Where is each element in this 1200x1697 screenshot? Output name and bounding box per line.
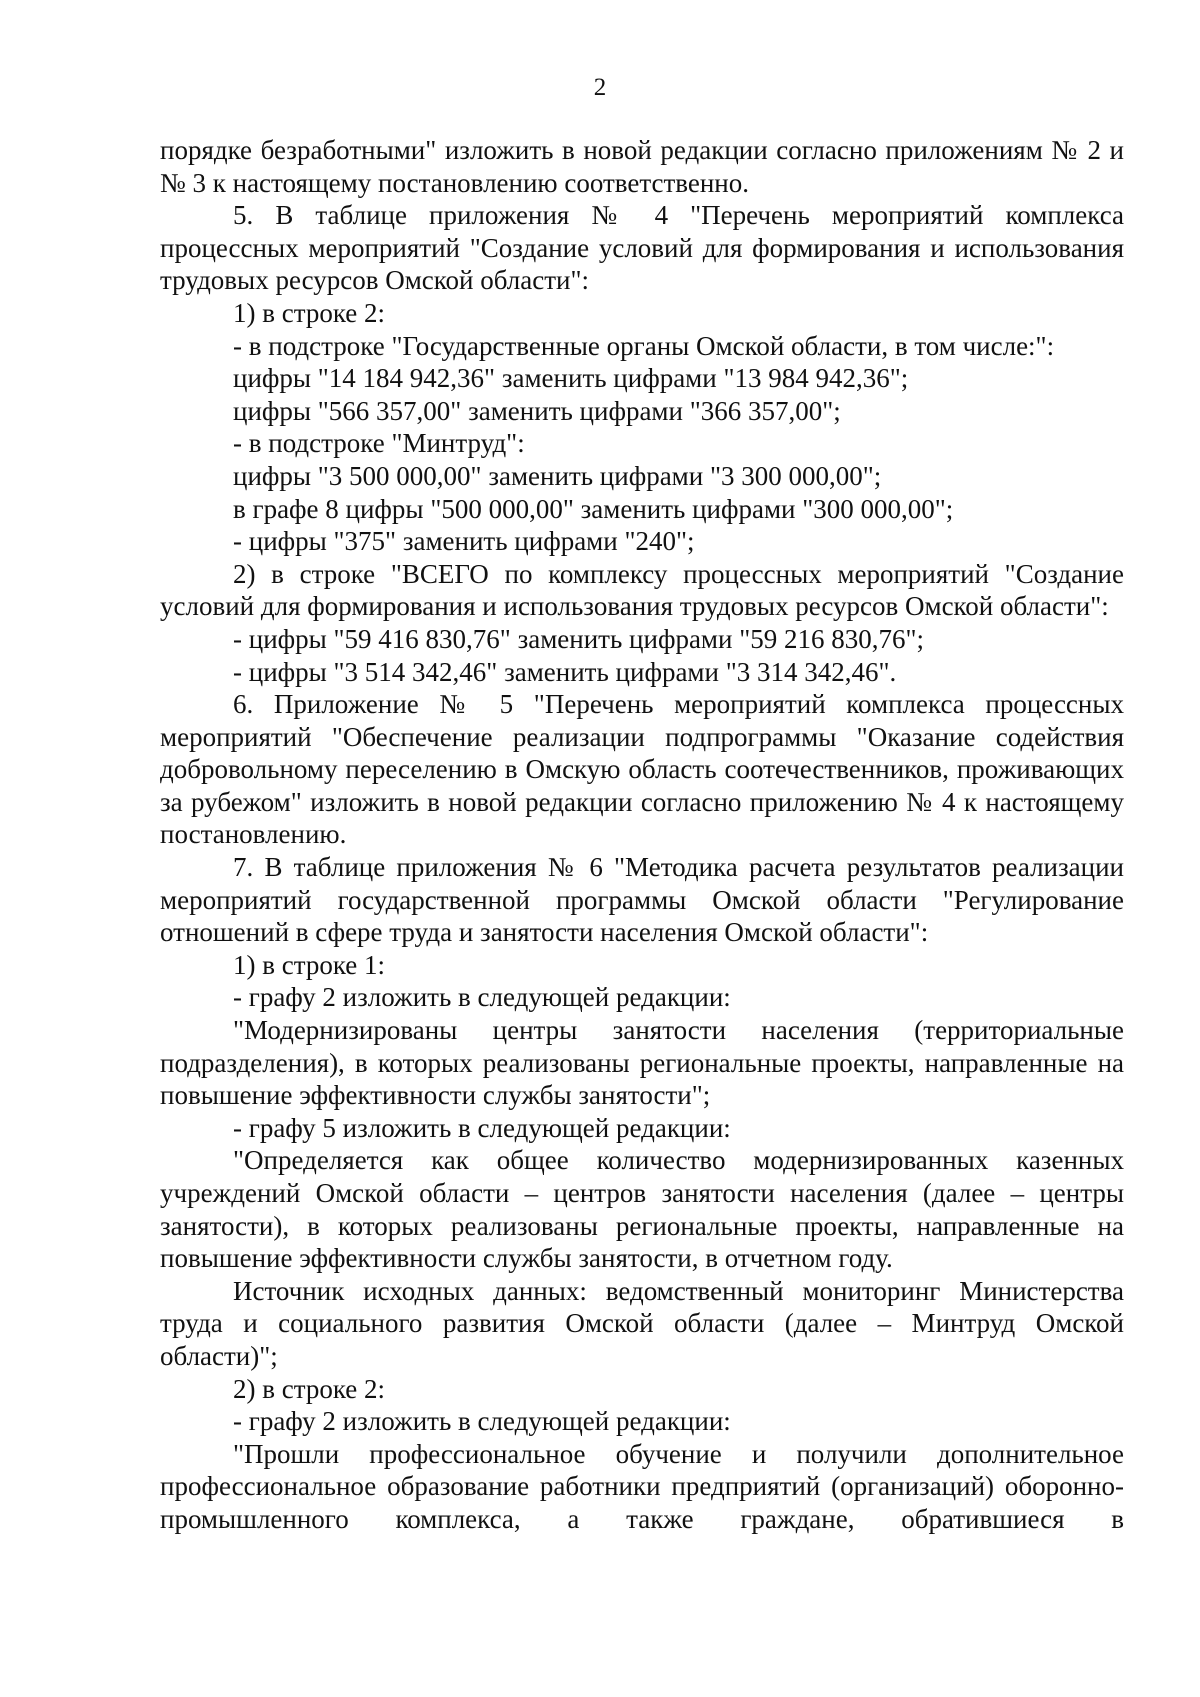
paragraph: 2) в строке 2:: [233, 1373, 386, 1404]
paragraph: Источник исходных данных: ведомственный мониторинг Министерства труда и социального развития Омской области (далее – Минтруд Омской области)";: [160, 1275, 1124, 1371]
paragraph: 5. В таблице приложения № 4 "Перечень мероприятий комплекса процессных мероприятий "Создание условий для формирования и использования трудовых ресурсов Омской области":: [160, 200, 1124, 296]
paragraph: - графу 5 изложить в следующей редакции:: [233, 1112, 731, 1143]
paragraph: - графу 2 изложить в следующей редакции:: [233, 982, 731, 1013]
paragraph: порядке безработными" изложить в новой редакции согласно приложениям № 2 и № 3 к настоящему постановлению соответственно.: [160, 135, 1124, 198]
paragraph: - цифры "375" заменить цифрами "240";: [233, 526, 695, 557]
paragraph: - цифры "3 514 342,46" заменить цифрами "3 314 342,46".: [233, 656, 897, 687]
paragraph: "Модернизированы центры занятости населения (территориальные подразделения), в которых реализованы региональные проекты, направленные на повышение эффективности службы занятости";: [160, 1015, 1124, 1111]
paragraph: "Прошли профессиональное обучение и получили дополнительное профессиональное образование работники предприятий (организаций) оборонно-промышленного комплекса, а также граждане, обратившиеся в: [160, 1438, 1124, 1534]
paragraph: цифры "3 500 000,00" заменить цифрами "3 300 000,00";: [233, 460, 882, 491]
paragraph: "Определяется как общее количество модернизированных казенных учреждений Омской области – центров занятости населения (далее – центры занятости), в которых реализованы региональные проекты, направленные на повышение эффективности службы занятости, в отчетном году.: [160, 1145, 1124, 1274]
paragraph: - в подстроке "Государственные органы Омской области, в том числе:":: [233, 330, 1055, 361]
paragraph: 1) в строке 1:: [233, 949, 386, 980]
paragraph: - графу 2 изложить в следующей редакции:: [233, 1406, 731, 1437]
paragraph: цифры "566 357,00" заменить цифрами "366 357,00";: [233, 395, 841, 426]
paragraph: - цифры "59 416 830,76" заменить цифрами "59 216 830,76";: [233, 623, 925, 654]
paragraph: цифры "14 184 942,36" заменить цифрами "13 984 942,36";: [233, 363, 909, 394]
paragraph: в графе 8 цифры "500 000,00" заменить цифрами "300 000,00";: [233, 493, 954, 524]
document-body: [160, 134, 1124, 1536]
paragraph: 6. Приложение № 5 "Перечень мероприятий комплекса процессных мероприятий "Обеспечение реализации подпрограммы "Оказание содействия добровольному переселению в Омскую область соотечественников, проживающих за рубежом" изложить в новой редакции согласно приложению № 4 к настоящему постановлению.: [160, 689, 1124, 850]
paragraph: 7. В таблице приложения № 6 "Методика расчета результатов реализации мероприятий государственной программы Омской области "Регулирование отношений в сфере труда и занятости населения Омской области":: [160, 852, 1124, 948]
paragraph: 1) в строке 2:: [233, 297, 386, 328]
page-number: 2: [593, 74, 607, 101]
paragraph: - в подстроке "Минтруд":: [233, 428, 525, 459]
paragraph: 2) в строке "ВСЕГО по комплексу процессных мероприятий "Создание условий для формирования и использования трудовых ресурсов Омской области":: [160, 558, 1124, 622]
